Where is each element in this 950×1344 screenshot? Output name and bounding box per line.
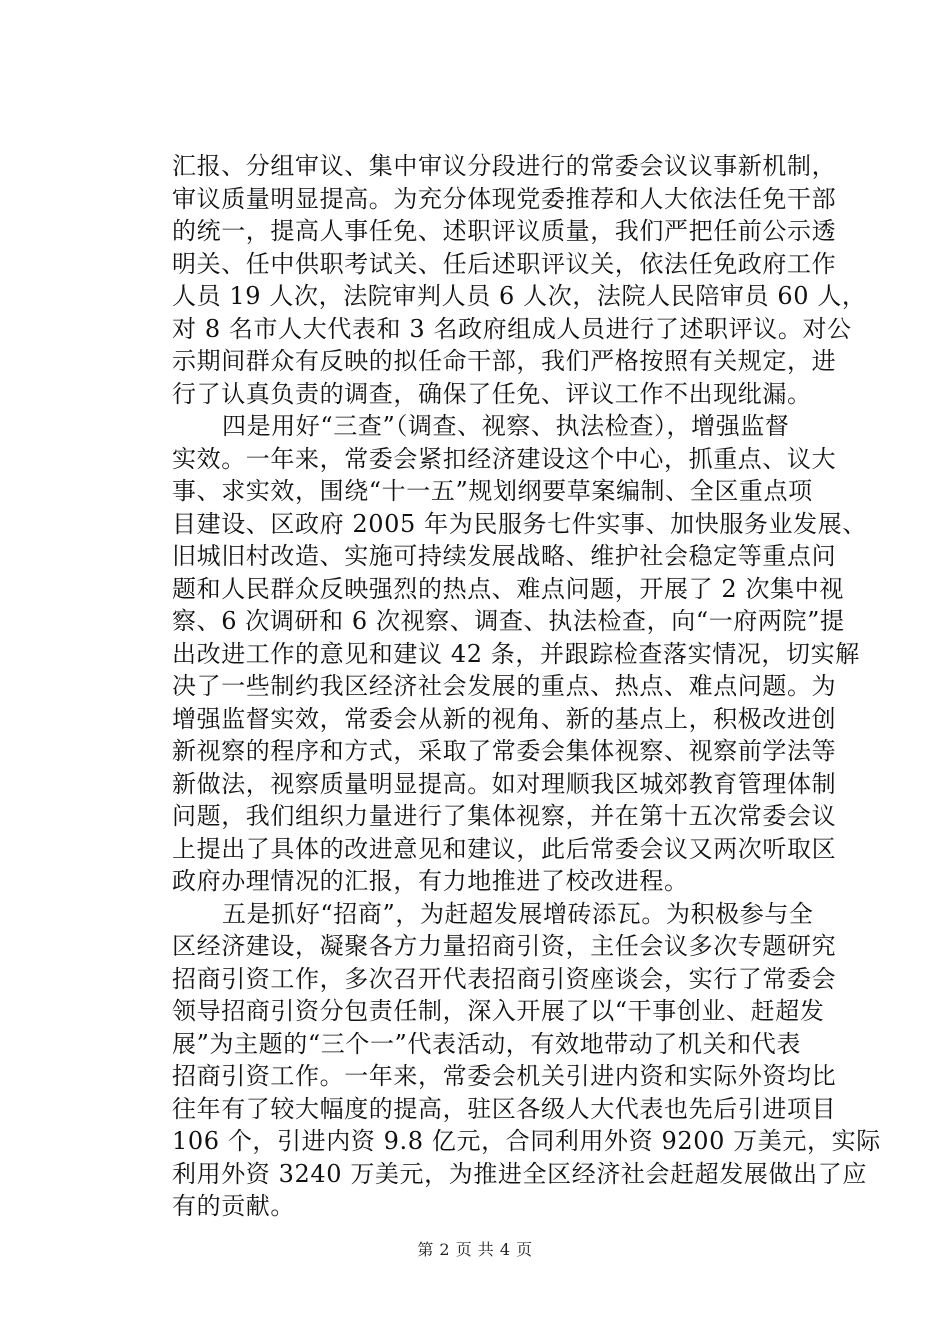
text-line: 新视察的程序和方式，采取了常委会集体视察、视察前学法等 bbox=[172, 737, 837, 765]
document-body bbox=[172, 150, 881, 1223]
text-line: 题和人民群众反映强烈的热点、难点问题，开展了 2 次集中视 bbox=[172, 574, 844, 603]
text-line: 政府办理情况的汇报，有力地推进了校改进程。 bbox=[172, 867, 689, 895]
text-line: 招商引资工作。一年来，常委会机关引进内资和实际外资均比 bbox=[172, 1062, 837, 1090]
text-line: 新做法，视察质量明显提高。如对理顺我区城郊教育管理体制 bbox=[172, 769, 837, 798]
text-line: 对 8 名市人大代表和 3 名政府组成人员进行了述职评议。对公 bbox=[172, 314, 852, 343]
text-line: 行了认真负责的调查，确保了任免、评议工作不出现纰漏。 bbox=[172, 379, 812, 408]
text-line: 往年有了较大幅度的提高，驻区各级人大代表也先后引进项目 bbox=[172, 1094, 837, 1123]
text-line: 上提出了具体的改进意见和建议，此后常委会议又两次听取区 bbox=[172, 834, 837, 863]
text-line: 增强监督实效，常委会从新的视角、新的基点上，积极改进创 bbox=[172, 704, 837, 733]
text-line: 的统一，提高人事任免、述职评议质量，我们严把任前公示透 bbox=[172, 217, 837, 245]
text-line: 有的贡献。 bbox=[172, 1192, 295, 1220]
text-line: 招商引资工作，多次召开代表招商引资座谈会，实行了常委会 bbox=[172, 964, 837, 993]
text-line: 汇报、分组审议、集中审议分段进行的常委会议议事新机制， bbox=[172, 152, 837, 180]
text-line: 人员 19 人次，法院审判人员 6 人次，法院人民陪审员 60 人， bbox=[172, 282, 867, 310]
text-line: 问题，我们组织力量进行了集体视察，并在第十五次常委会议 bbox=[172, 802, 837, 830]
text-line: 106 个，引进内资 9.8 亿元，合同利用外资 9200 万美元，实际 bbox=[172, 1127, 881, 1155]
text-line: 审议质量明显提高。为充分体现党委推荐和人大依法任免干部 bbox=[172, 184, 837, 213]
text-line: 目建设、区政府 2005 年为民服务七件实事、加快服务业发展、 bbox=[172, 509, 867, 538]
text-line: 展”为主题的“三个一”代表活动，有效地带动了机关和代表 bbox=[172, 1029, 802, 1058]
text-line: 察、6 次调研和 6 次视察、调查、执法检查，向“一府两院”提 bbox=[172, 607, 845, 635]
text-line: 利用外资 3240 万美元，为推进全区经济社会赶超发展做出了应 bbox=[172, 1159, 867, 1188]
text-line: 实效。一年来，常委会紧扣经济建设这个中心，抓重点、议大 bbox=[172, 444, 837, 473]
paragraph-first-line: 五是抓好“招商”，为赶超发展增砖添瓦。为积极参与全 bbox=[222, 899, 814, 928]
page-footer: 第 2 页 共 4 页 bbox=[417, 1240, 533, 1259]
text-line: 决了一些制约我区经济社会发展的重点、热点、难点问题。为 bbox=[172, 672, 837, 700]
paragraph-first-line: 四是用好“三查”（调查、视察、执法检查），增强监督 bbox=[222, 412, 790, 440]
text-line: 明关、任中供职考试关、任后述职评议关，依法任免政府工作 bbox=[172, 249, 837, 278]
text-line: 旧城旧村改造、实施可持续发展战略、维护社会稳定等重点问 bbox=[172, 542, 837, 570]
text-line: 示期间群众有反映的拟任命干部，我们严格按照有关规定，进 bbox=[172, 347, 837, 375]
text-line: 区经济建设，凝聚各方力量招商引资，主任会议多次专题研究 bbox=[172, 932, 837, 960]
text-line: 出改进工作的意见和建议 42 条，并跟踪检查落实情况，切实解 bbox=[172, 639, 860, 668]
text-line: 事、求实效，围绕“十一五”规划纲要草案编制、全区重点项 bbox=[172, 477, 813, 505]
text-line: 领导招商引资分包责任制，深入开展了以“干事创业、赶超发 bbox=[172, 997, 825, 1025]
